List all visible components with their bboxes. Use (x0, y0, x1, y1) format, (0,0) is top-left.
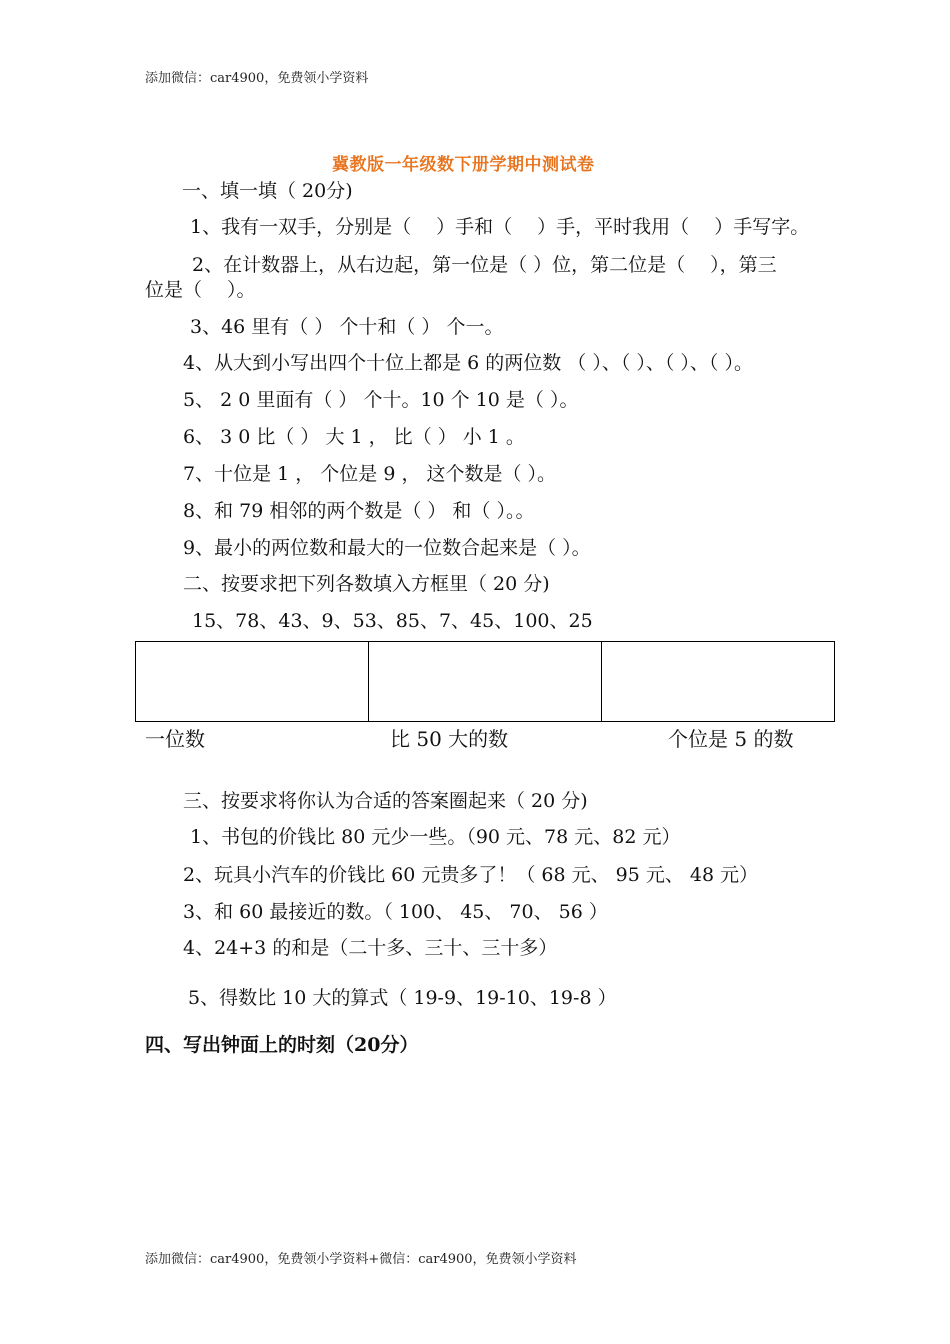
box-label-single-digit: 一位数 (145, 727, 205, 751)
question-1-1: 1、我有一双手，分别是（ ）手和（ ）手，平时我用（ ）手写字。 (190, 216, 810, 238)
question-1-9: 9、最小的两位数和最大的一位数合起来是（ ）。 (183, 537, 591, 559)
section1-heading: 一、填一填（ 20分) (182, 180, 353, 202)
question-3-4: 4、24+3 的和是（二十多、三十、三十多） (183, 937, 558, 959)
box-greater-than-50[interactable] (369, 642, 602, 721)
section2-heading: 二、按要求把下列各数填入方框里（ 20 分) (183, 573, 550, 595)
footer-note: 添加微信：car4900，免费领小学资料+微信：car4900，免费领小学资料 (145, 1252, 577, 1267)
number-list: 15、78、43、9、53、85、7、45、100、25 (192, 610, 593, 632)
question-1-5: 5、 2 0 里面有（ ） 个十。10 个 10 是（ ）。 (183, 389, 579, 411)
box-label-greater-than-50: 比 50 大的数 (390, 727, 509, 751)
box-single-digit[interactable] (136, 642, 369, 721)
question-1-4: 4、从大到小写出四个十位上都是 6 的两位数 （ ）、（ ）、（ ）、（ ）。 (183, 352, 753, 374)
sorting-boxes (135, 641, 835, 722)
box-ones-digit-5[interactable] (602, 642, 834, 721)
page-title: 冀教版一年级数下册学期中测试卷 (332, 155, 595, 175)
section3-heading: 三、按要求将你认为合适的答案圈起来（ 20 分) (183, 790, 588, 812)
question-1-2-line2: 位是（ ）。 (145, 279, 256, 301)
box-label-ones-digit-5: 个位是 5 的数 (668, 727, 794, 751)
question-3-5: 5、得数比 10 大的算式（ 19-9、19-10、19-8 ） (188, 987, 617, 1009)
question-3-1: 1、书包的价钱比 80 元少一些。（90 元、78 元、82 元） (190, 826, 681, 848)
question-3-3: 3、和 60 最接近的数。（ 100、 45、 70、 56 ） (183, 901, 608, 923)
question-3-2: 2、玩具小汽车的价钱比 60 元贵多了！（ 68 元、 95 元、 48 元） (183, 864, 759, 886)
question-1-6: 6、 3 0 比（ ） 大 1 ， 比（ ） 小 1 。 (183, 426, 525, 448)
question-1-2-line1: 2、在计数器上，从右边起，第一位是（ ）位，第二位是（ ），第三 (192, 254, 777, 276)
question-1-8: 8、和 79 相邻的两个数是（ ） 和（ ）。。 (183, 500, 535, 522)
header-note: 添加微信：car4900，免费领小学资料 (145, 71, 369, 86)
question-1-7: 7、十位是 1 ， 个位是 9 ， 这个数是（ ）。 (183, 463, 557, 485)
section4-heading: 四、写出钟面上的时刻（20分） (145, 1034, 419, 1056)
question-1-3: 3、46 里有（ ） 个十和（ ） 个一。 (190, 316, 504, 338)
